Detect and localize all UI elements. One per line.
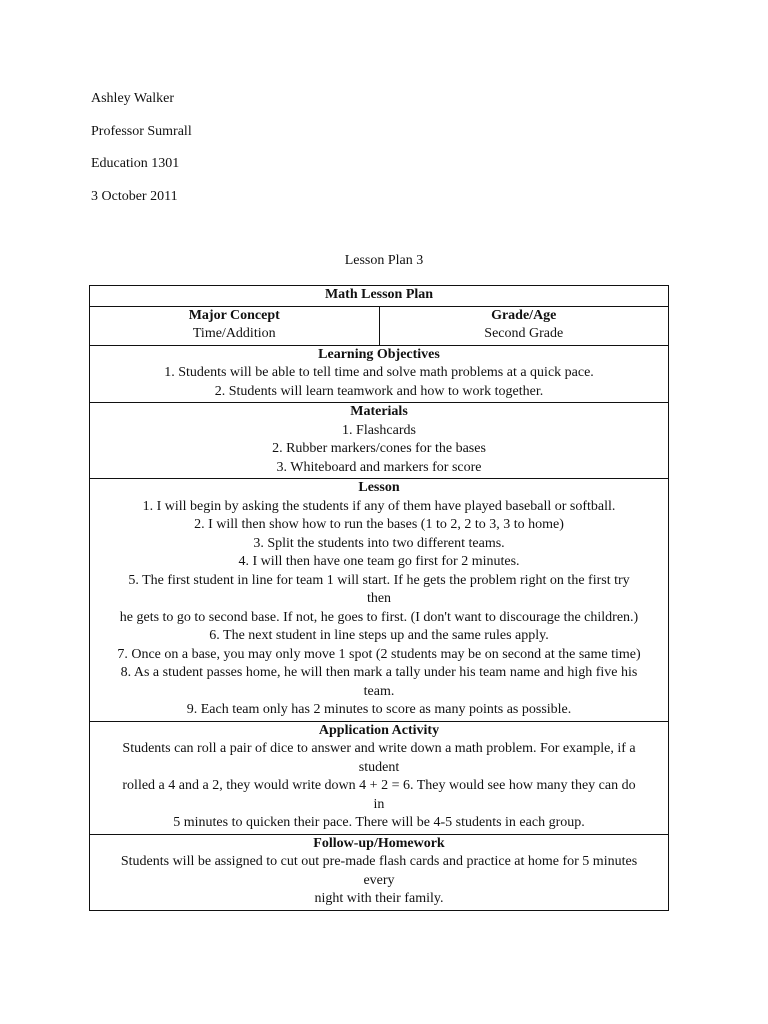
list-item: 1. Flashcards xyxy=(342,422,416,438)
lesson-label: Lesson xyxy=(358,480,400,495)
list-item: 2. I will then show how to run the bases (1 to 2, 2 to 3, 3 to home) xyxy=(194,517,564,532)
list-item: 7. Once on a base, you may only move 1 spot (2 students may be on second at the same time) xyxy=(117,646,641,662)
list-item: 3. Split the students into two different teams. xyxy=(253,535,505,551)
major-concept-label: Major Concept xyxy=(188,307,280,323)
table-row xyxy=(90,834,669,910)
application-activity-label: Application Activity xyxy=(318,722,440,738)
table-row xyxy=(90,345,669,403)
major-concept-cell xyxy=(90,306,380,345)
table-row xyxy=(90,306,669,345)
list-item: 1. I will begin by asking the students if any of them have played baseball or softball. xyxy=(142,498,616,514)
list-item: 6. The next student in line steps up and the same rules apply. xyxy=(209,628,549,643)
table-row xyxy=(90,286,669,307)
lesson-cell xyxy=(90,479,669,722)
list-item: team. xyxy=(363,683,395,699)
list-item: 3. Whiteboard and markers for score xyxy=(276,459,482,475)
list-item: 8. As a student passes home, he will then mark a tally under his team name and high five his xyxy=(120,665,638,680)
course-name: Education 1301 xyxy=(91,156,180,171)
learning-objectives-label: Learning Objectives xyxy=(318,346,440,362)
list-item: rolled a 4 and a 2, they would write down 4 + 2 = 6. They would see how many they can do xyxy=(122,778,636,793)
list-item: 2. Rubber markers/cones for the bases xyxy=(272,441,486,456)
list-item: student xyxy=(358,759,400,775)
list-item: 5 minutes to quicken their pace. There will be 4-5 students in each group. xyxy=(173,815,585,830)
list-item: night with their family. xyxy=(314,891,444,906)
list-item: 5. The first student in line for team 1 will start. If he gets the problem right on the first try xyxy=(128,572,630,588)
follow-up-label: Follow-up/Homework xyxy=(313,835,445,851)
list-item: Students will be assigned to cut out pre-made flash cards and practice at home for 5 minutes xyxy=(120,854,638,869)
document-date: 3 October 2011 xyxy=(91,188,178,204)
grade-age-cell xyxy=(379,306,669,345)
materials-label: Materials xyxy=(350,404,408,419)
table-caption: Math Lesson Plan xyxy=(90,286,669,307)
materials-cell xyxy=(90,403,669,479)
major-concept-value: Time/Addition xyxy=(192,326,276,341)
list-item: Students can roll a pair of dice to answer and write down a math problem. For example, if a xyxy=(122,741,636,756)
follow-up-cell xyxy=(90,834,669,910)
table-row xyxy=(90,721,669,834)
list-item: he gets to go to second base. If not, he goes to first. (I don't want to discourage the children.) xyxy=(119,609,639,625)
list-item: 4. I will then have one team go first for 2 minutes. xyxy=(238,554,520,569)
learning-objectives-cell xyxy=(90,345,669,403)
list-item: 9. Each team only has 2 minutes to score as many points as possible. xyxy=(186,702,572,717)
application-activity-cell xyxy=(90,721,669,834)
document-header xyxy=(91,90,192,220)
table-row xyxy=(90,403,669,479)
table-row xyxy=(90,479,669,722)
grade-age-label: Grade/Age xyxy=(491,307,557,323)
student-name: Ashley Walker xyxy=(91,91,174,106)
list-item: 2. Students will learn teamwork and how to work together. xyxy=(214,383,544,399)
list-item: 1. Students will be able to tell time and solve math problems at a quick pace. xyxy=(164,365,594,380)
grade-age-value: Second Grade xyxy=(484,326,564,341)
list-item: in xyxy=(373,796,385,812)
list-item: then xyxy=(366,591,392,606)
professor-name: Professor Sumrall xyxy=(91,123,192,139)
page-title: Lesson Plan 3 xyxy=(344,253,424,268)
list-item: every xyxy=(363,872,395,888)
lesson-plan-table xyxy=(89,285,669,911)
